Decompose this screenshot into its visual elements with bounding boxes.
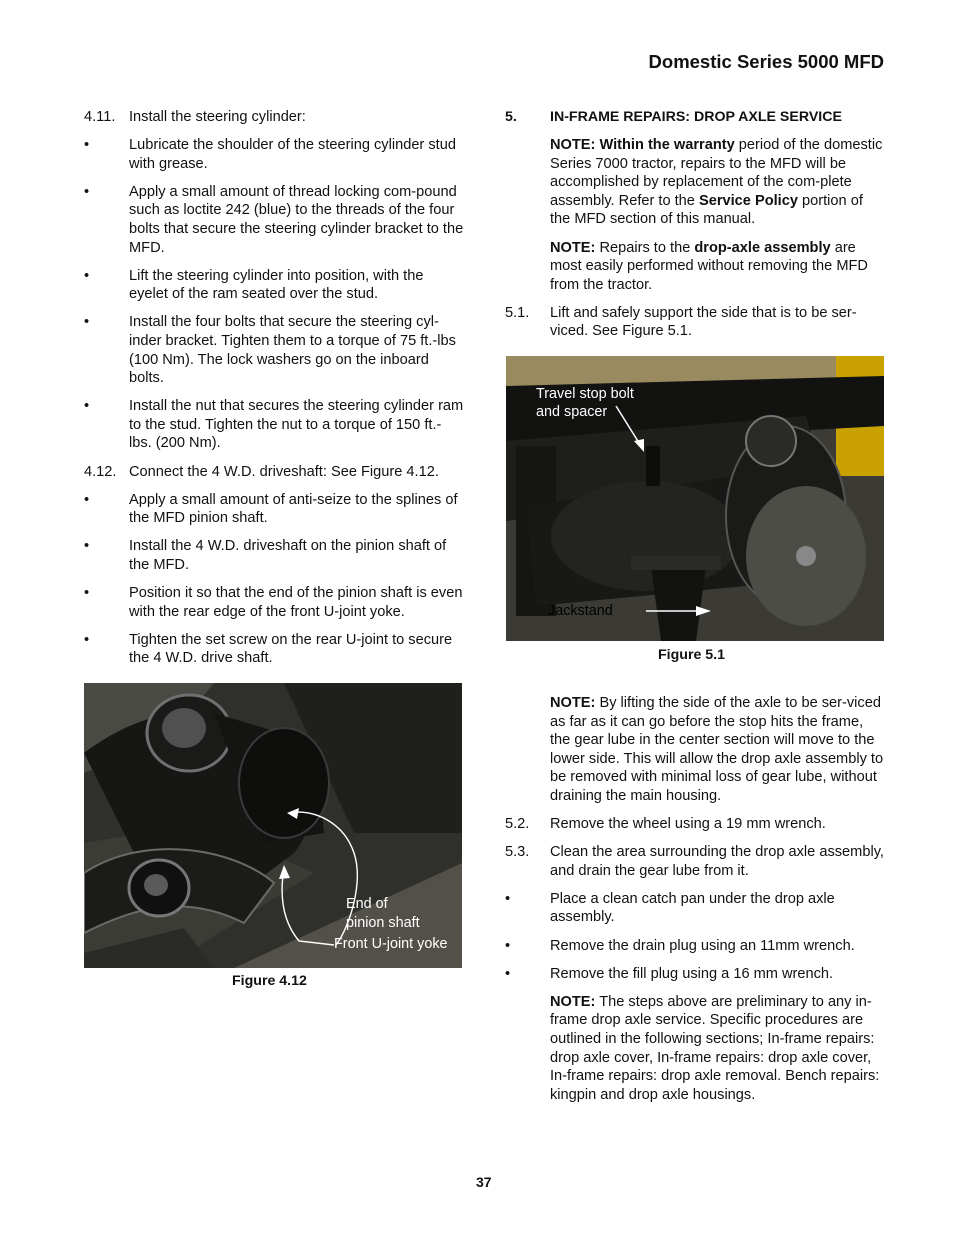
step-text: Connect the 4 W.D. driveshaft: See Figure 4.12. [129, 463, 439, 480]
note-bold: drop-axle assembly [694, 239, 831, 256]
bullet-marker: • [84, 538, 90, 555]
bullet-marker: • [84, 137, 90, 154]
figure-4-12-caption: Figure 4.12 [232, 973, 307, 989]
note-lift-side [505, 694, 885, 806]
bullet-marker: • [505, 965, 511, 982]
bullet-marker: • [84, 183, 90, 200]
bullet-item [84, 491, 464, 528]
note-preliminary-steps [505, 993, 885, 1105]
step-number: 5.3. [505, 844, 530, 861]
step-5-3 [505, 843, 885, 880]
note-text: The steps above are preliminary to any in-frame drop axle service. Specific procedures are outlined in the following sections; In-frame repairs: drop axle cover, In-frame repairs: drop axle cover, In-frame repairs: drop axle removal. Bench repairs: kingpin and drop axle housings. [550, 993, 880, 1103]
bullet-item [84, 183, 464, 257]
bullet-marker: • [84, 491, 90, 508]
step-number: 5.1. [505, 304, 530, 321]
bullet-text: Apply a small amount of thread locking com-pound such as loctite 242 (blue) to the threads of the four bolts that secure the steering cylinder bracket to the MFD. [129, 183, 464, 256]
label-pinion-shaft: pinion shaft [346, 915, 420, 931]
note-lead: NOTE: [550, 695, 596, 711]
bullet-text: Install the 4 W.D. driveshaft on the pinion shaft of the MFD. [129, 538, 447, 573]
section-number: 5. [505, 109, 517, 125]
bullet-item [84, 267, 464, 304]
note-bold: Service Policy [698, 192, 798, 209]
bullet-item [505, 937, 885, 956]
label-end-of: End of [346, 896, 388, 912]
step-text: Remove the wheel using a 19 mm wrench. [550, 816, 826, 833]
step-5-2 [505, 815, 885, 834]
page-number: 37 [476, 1174, 492, 1190]
bullet-text: Tighten the set screw on the rear U-joint to secure the 4 W.D. drive shaft. [129, 631, 453, 667]
step-number: 4.12. [84, 463, 117, 480]
section-5-heading [505, 108, 885, 127]
bullet-text: Remove the drain plug using an 11mm wrench. [550, 937, 855, 954]
page-header-title: Domestic Series 5000 MFD [648, 51, 884, 72]
note-text: portion of the MFD section of this manual. [550, 192, 863, 228]
step-4-11 [84, 108, 464, 127]
bullet-text: Lift the steering cylinder into position, with the eyelet of the ram seated over the stud. [129, 267, 424, 303]
note-text: period of the domestic Series 7000 tractor, repairs to the MFD will be accomplished by replacement of the com-plete assembly. Refer to the [550, 137, 883, 209]
step-text: Lift and safely support the side that is to be ser-viced. See Figure 5.1. [550, 304, 857, 340]
step-5-1 [505, 304, 885, 341]
note-lead: NOTE: [550, 239, 596, 256]
note-text: By lifting the side of the axle to be ser-viced as far as it can go before the stop hits the frame, the gear lube in the center section will move to the lower side. This will allow the drop axle assembly to be removed with minimal loss of gear lube, without draining the main housing. [550, 695, 884, 804]
bullet-item [505, 965, 885, 984]
right-column-lower [505, 694, 885, 1114]
bullet-item [84, 631, 464, 668]
label-jackstand: Jackstand [548, 603, 613, 619]
label-front-u-joint-yoke: Front U-joint yoke [334, 936, 448, 952]
bullet-text: Lubricate the shoulder of the steering cylinder stud with grease. [129, 137, 456, 172]
step-text: Install the steering cylinder: [129, 109, 306, 125]
step-text: Clean the area surrounding the drop axle assembly, and drain the gear lube from it. [550, 844, 884, 879]
right-column [505, 108, 885, 351]
bullet-marker: • [84, 398, 90, 415]
note-text: are most easily performed without removing the MFD from the tractor. [550, 239, 868, 293]
bullet-item [84, 537, 464, 574]
step-number: 5.2. [505, 816, 530, 833]
bullet-marker: • [84, 267, 90, 284]
bullet-text: Position it so that the end of the pinion shaft is even with the rear edge of the front U-joint yoke. [129, 584, 463, 620]
label-travel-stop-bolt: Travel stop bolt [536, 386, 634, 402]
bullet-item [84, 397, 464, 453]
note-drop-axle [505, 239, 885, 295]
note-lead: NOTE: Within the warranty [550, 137, 735, 154]
figure-4-12-photo [84, 683, 462, 968]
step-number: 4.11. [84, 109, 116, 125]
bullet-item [84, 313, 464, 387]
bullet-marker: • [505, 890, 511, 907]
step-4-12 [84, 463, 464, 482]
figure-5-1-photo [506, 356, 884, 641]
label-and-spacer: and spacer [536, 404, 608, 420]
bullet-text: Install the nut that secures the steering cylinder ram to the stud. Tighten the nut to a torque of 150 ft.-lbs. (200 Nm). [129, 398, 464, 452]
note-lead: NOTE: [550, 993, 596, 1010]
bullet-text: Apply a small amount of anti-seize to the splines of the MFD pinion shaft. [129, 491, 458, 527]
bullet-marker: • [84, 584, 90, 601]
left-column [84, 108, 464, 677]
bullet-marker: • [505, 937, 511, 954]
bullet-marker: • [84, 631, 90, 648]
bullet-item [505, 890, 885, 927]
bullet-text: Remove the fill plug using a 16 mm wrench. [550, 965, 834, 982]
bullet-item [84, 136, 464, 173]
bullet-text: Install the four bolts that secure the steering cyl-inder bracket. Tighten them to a torque of 75 ft.-lbs (100 Nm). The lock washers go on the inboard bolts. [129, 314, 456, 387]
section-heading: IN-FRAME REPAIRS: DROP AXLE SERVICE [550, 109, 842, 125]
bullet-marker: • [84, 314, 90, 331]
bullet-text: Place a clean catch pan under the drop axle assembly. [550, 890, 835, 926]
note-text: Repairs to the [595, 239, 695, 256]
bullet-item [84, 584, 464, 621]
note-warranty [505, 136, 885, 229]
figure-5-1-caption: Figure 5.1 [658, 647, 726, 663]
